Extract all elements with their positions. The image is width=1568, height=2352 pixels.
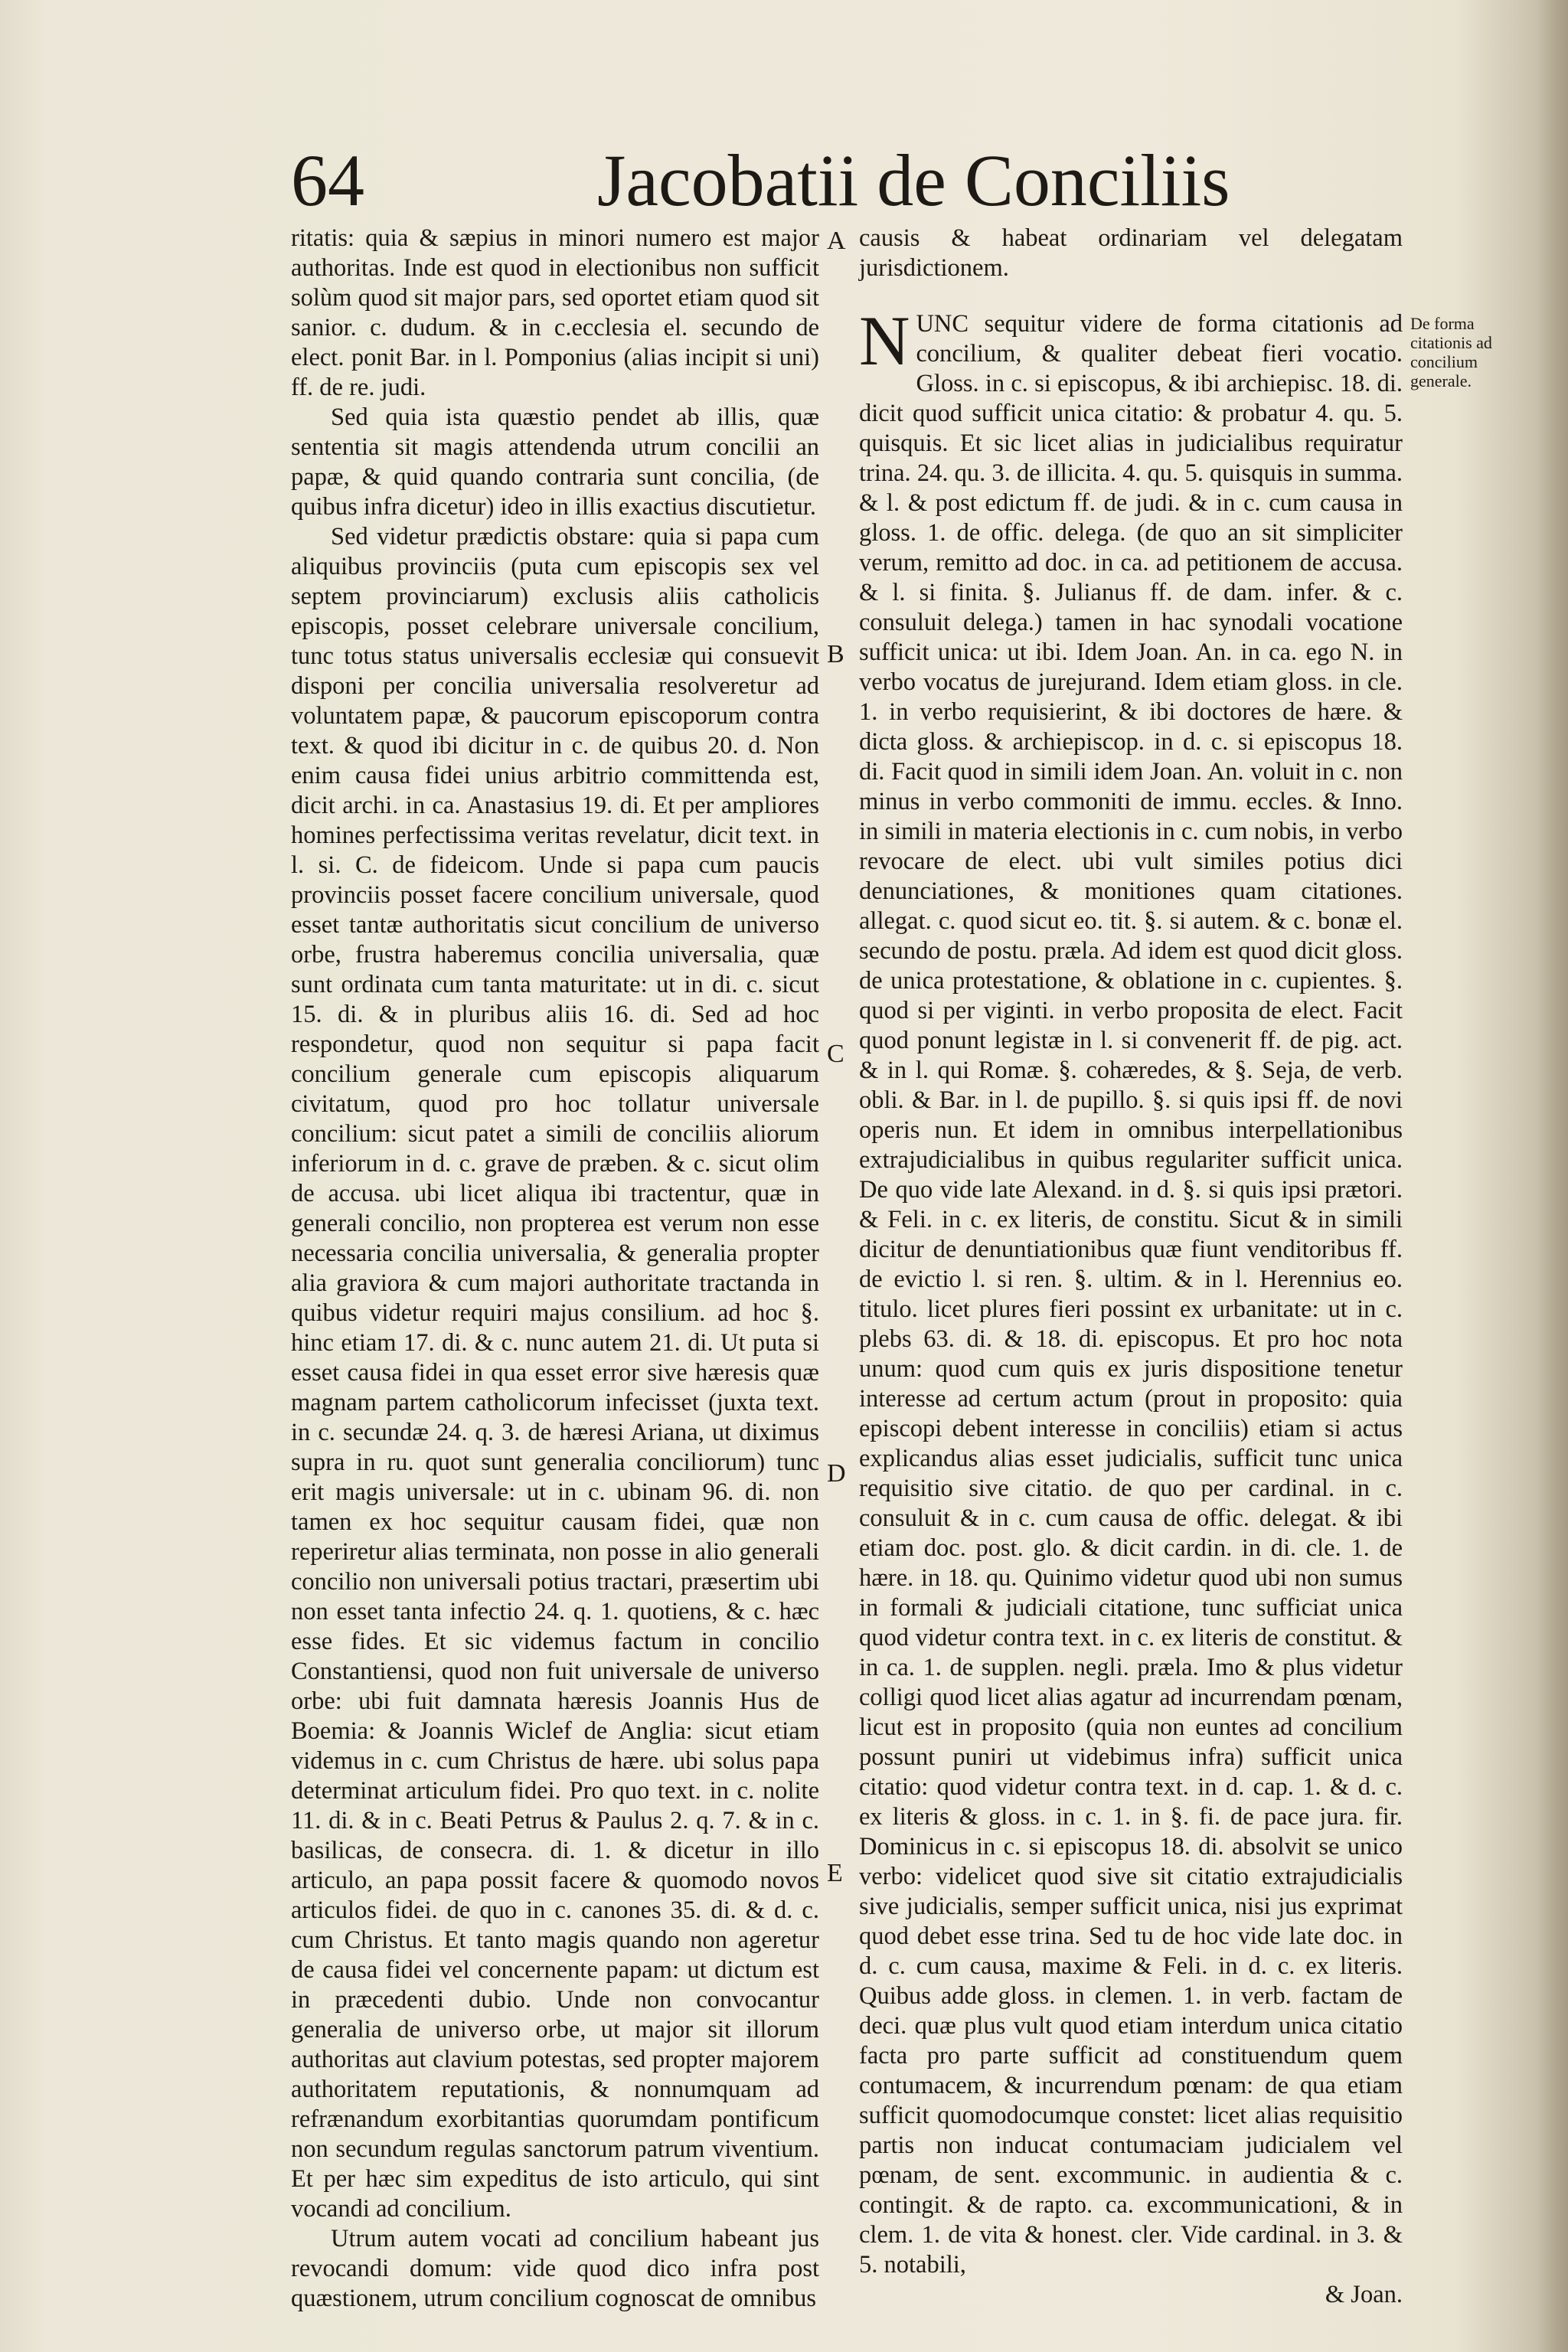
left-column (291, 224, 819, 2314)
margin-letter-d: D (827, 1459, 846, 1488)
margin-letter-a: A (827, 227, 846, 255)
running-title: Jacobatii de Conciliis (597, 139, 1230, 221)
margin-letter-b: B (827, 640, 844, 668)
page-number: 64 (291, 139, 364, 221)
page-gutter-shadow (1537, 0, 1568, 2352)
right-paragraph-1 (859, 302, 1403, 2280)
right-opening-lines: causis & habeat ordinariam vel delegatam jurisdictionem. (859, 224, 1403, 282)
margin-note-forma-citationis: De forma citationis ad concilium generale. (1410, 314, 1492, 390)
right-column (859, 224, 1403, 2310)
right-paragraph-1-text: UNC sequitur videre de forma citationis ad concilium, & qualiter debeat fieri vocatio. Gloss. in c. si episcopus, & ibi archiepisc. 18. di. dicit quod sufficit unica citatio: & probatur 4. qu. 5. quisquis. Et sic licet alias in judicialibus requiratur trina. 24. qu. 3. de illicita. 4. qu. 5. quisquis in summa. & l. & post edictum ff. de judi. & in c. cum causa in gloss. 1. de offic. delega. (de quo an sit simpliciter verum, remitto ad doc. in ca. ad petitionem de accusa. & l. si finita. §. Julianus ff. de dam. infer. & c. consuluit delega.) tamen in hac synodali vocatione sufficit unica: ut ibi. Idem Joan. An. in ca. ego N. in verbo vocatus de jurejurand. Idem etiam gloss. in cle. 1. in verbo requisierint, & ibi doctores de hære. & dicta gloss. & archiepiscop. in d. c. si episcopus 18. di. Facit quod in simili idem Joan. An. voluit in c. non minus in verbo commoniti de immu. eccles. & Inno. in simili in materia electionis in c. cum nobis, in verbo revocare de elect. ubi vult similes potius dici denunciationes, & monitiones quam citationes. allegat. c. quod sicut eo. tit. §. si autem. & c. bonæ el. secundo de postu. præla. Ad idem est quod dicit gloss. de unica protestatione, & oblatione in c. cupientes. §. quod si per viginti. in verbo proposita de elect. Facit quod ponunt legistæ in l. si convenerit ff. de pig. act. & in l. qui Romæ. §. cohæredes, & §. Seja, de verb. obli. & Bar. in l. de pupillo. §. si quis ipsi ff. de novi operis nun. Et idem in omnibus interpellationibus extrajudicialibus in quibus regulariter sufficit unica. De quo vide late Alexand. in d. §. si quis ipsi prætori. & Feli. in c. ex literis, de constitu. Sicut & in simili dicitur de denuntiationibus quæ fiunt venditoribus ff. de evictio l. si ren. §. ultim. & in l. Herennius eo. titulo. licet plures fieri possint ex urbanitate: ut in c. plebs 63. di. & 18. di. episcopus. Et pro hoc nota unum: quod cum quis ex juris dispositione tenetur interesse ad certum actum (prout in proposito: quia episcopi debent interesse in conciliis) etiam si actus explicandus alias esset judicialis, sufficit tunc unica requisitio sive citatio. de quo per cardinal. in c. consuluit & in c. cum causa de offic. delegat. & ibi etiam doc. post. glo. & dicit cardin. in di. cle. 1. de hære. in 18. qu. Quinimo videtur quod ubi non sumus in formali & judiciali citatione, tunc sufficiat unica quod videtur contra text. in c. ex literis de constitut. & in ca. 1. de supplen. negli. præla. Imo & plus videtur colligi quod licet alias agatur ad incurrendam pœnam, licut est in proposito (quia non euntes ad concilium possunt puniri ut videbimus infra) sufficit unica citatio: quod videtur contra text. in d. cap. 1. & d. c. ex literis & gloss. in c. 1. in §. fi. de pace jura. fir. Dominicus in c. si episcopus 18. di. absolvit se unico verbo: videlicet quod sive sit citatio extrajudicialis sive judicialis, semper sufficit unica, nisi jus exprimat quod debet esse trina. Sed tu de hoc vide late doc. in d. c. cum causa, maxime & Feli. in d. c. ex literis. Quibus adde gloss. in clemen. 1. in verb. factam de deci. quæ plus vult quod etiam interdum unica citatio facta pro parte sufficit ad constituendum quem contumacem, & incurrendum pœnam: de qua etiam sufficit quomodocumque constet: licet alias requisitio partis non inducat contumaciam judicialem vel pœnam, de sent. excommunic. in audientia & c. contingit. & de rapto. ca. excommunicationi, & in clem. 1. de vita & honest. cler. Vide cardinal. in 3. & 5. notabili, (859, 310, 1403, 2278)
margin-letter-c: C (827, 1040, 844, 1068)
left-paragraph-4: Utrum autem vocati ad concilium habeant jus revocandi domum: vide quod dico infra post quæstionem, utrum concilium cognoscat de omnibus (291, 2225, 819, 2312)
left-paragraph-3: Sed videtur prædictis obstare: quia si papa cum aliquibus provinciis (puta cum episcopis sex vel septem provinciarum) exclusis aliis catholicis episcopis, posset celebrare universale concilium, tunc totus status universalis ecclesiæ qui consuevit disponi per concilia universalia resolveretur ad voluntatem papæ, & paucorum episcoporum contra text. & quod ibi dicitur in c. de quibus 20. d. Non enim causa fidei unius arbitrio committenda est, dicit archi. in ca. Anastasius 19. di. Et per ampliores homines perfectissima veritas revelatur, dicit text. in l. si. C. de fideicom. Unde si papa cum paucis provinciis posset facere concilium universale, quod esset tantæ authoritatis sicut concilium de universo orbe, frustra haberemus concilia universalia, quæ sunt ordinata cum tanta maturitate: ut in di. c. sicut 15. di. & in pluribus aliis 16. di. Sed ad hoc respondetur, quod non sequitur si papa facit concilium generale cum episcopis aliquarum civitatum, quod pro hoc tollatur universale concilium: sicut patet a simili de conciliis aliorum inferiorum in d. c. grave de præben. & c. sicut olim de accusa. ubi licet aliqua ibi tractentur, quæ in generali concilio, non propterea est verum non esse necessaria concilia universalia, & generalia propter alia graviora & cum majori authoritate tractanda in quibus videtur requiri majus consilium. ad hoc §. hinc etiam 17. di. & c. nunc autem 21. di. Ut puta si esset causa fidei in qua esset error sive hæresis quæ magnam partem catholicorum infecisset (juxta text. in c. secundæ 24. q. 3. de hæresi Ariana, ut diximus supra in ru. quot sunt generalia conciliorum) tunc erit magis universale: ut in c. ubinam 96. di. non tamen ex hoc sequitur causam fidei, quæ non reperiretur alias terminata, non posse in alio generali concilio non universali potius tractari, præsertim ubi non esset tanta infectio 24. q. 1. quotiens, & c. hæc esse fides. Et sic videmus factum in concilio Constantiensi, quod non fuit universale de universo orbe: ubi fuit damnata hæresis Joannis Hus de Boemia: & Joannis Wiclef de Anglia: sicut etiam videmus in c. cum Christus de hære. ubi solus papa determinat articulum fidei. Pro quo text. in c. nolite 11. di. & in c. Beati Petrus & Paulus 2. q. 7. & in c. basilicas, de consecra. di. 1. & dicetur in illo articulo, an papa possit facere & quomodo novos articulos fidei. de quo in c. canones 35. di. & d. c. cum Christus. Et tanto magis quando non ageretur de causa fidei vel concernente papam: ut dictum est in præcedenti dubio. Unde non convocantur generalia de universo orbe, ut major sit illorum authoritas aut clavium potestas, sed propter majorem authoritatem reputationis, & nonnumquam ad refrænandum exorbitantias quorumdam pontificum non secundum regulas sanctorum patrum viventium. Et per hæc sim expeditus de isto articulo, qui sint vocandi ad concilium. (291, 523, 819, 2223)
left-paragraph-1: ritatis: quia & sæpius in minori numero est major authoritas. Inde est quod in electionibus non sufficit solùm quod sit major pars, sed oportet etiam quod sit sanior. c. dudum. & in c.ecclesia el. secundo de elect. ponit Bar. in l. Pomponius (alias incipit si uni) ff. de re. judi. (291, 224, 819, 401)
left-paragraph-2: Sed quia ista quæstio pendet ab illis, quæ sententia sit magis attendenda utrum concilii an papæ, & quid quando contraria sunt concilia, (de quibus infra dicetur) ideo in illis exactius discutietur. (291, 403, 819, 521)
drop-cap-initial: N (859, 302, 910, 380)
catchword: & Joan. (1325, 2281, 1403, 2308)
margin-letter-e: E (827, 1859, 843, 1887)
